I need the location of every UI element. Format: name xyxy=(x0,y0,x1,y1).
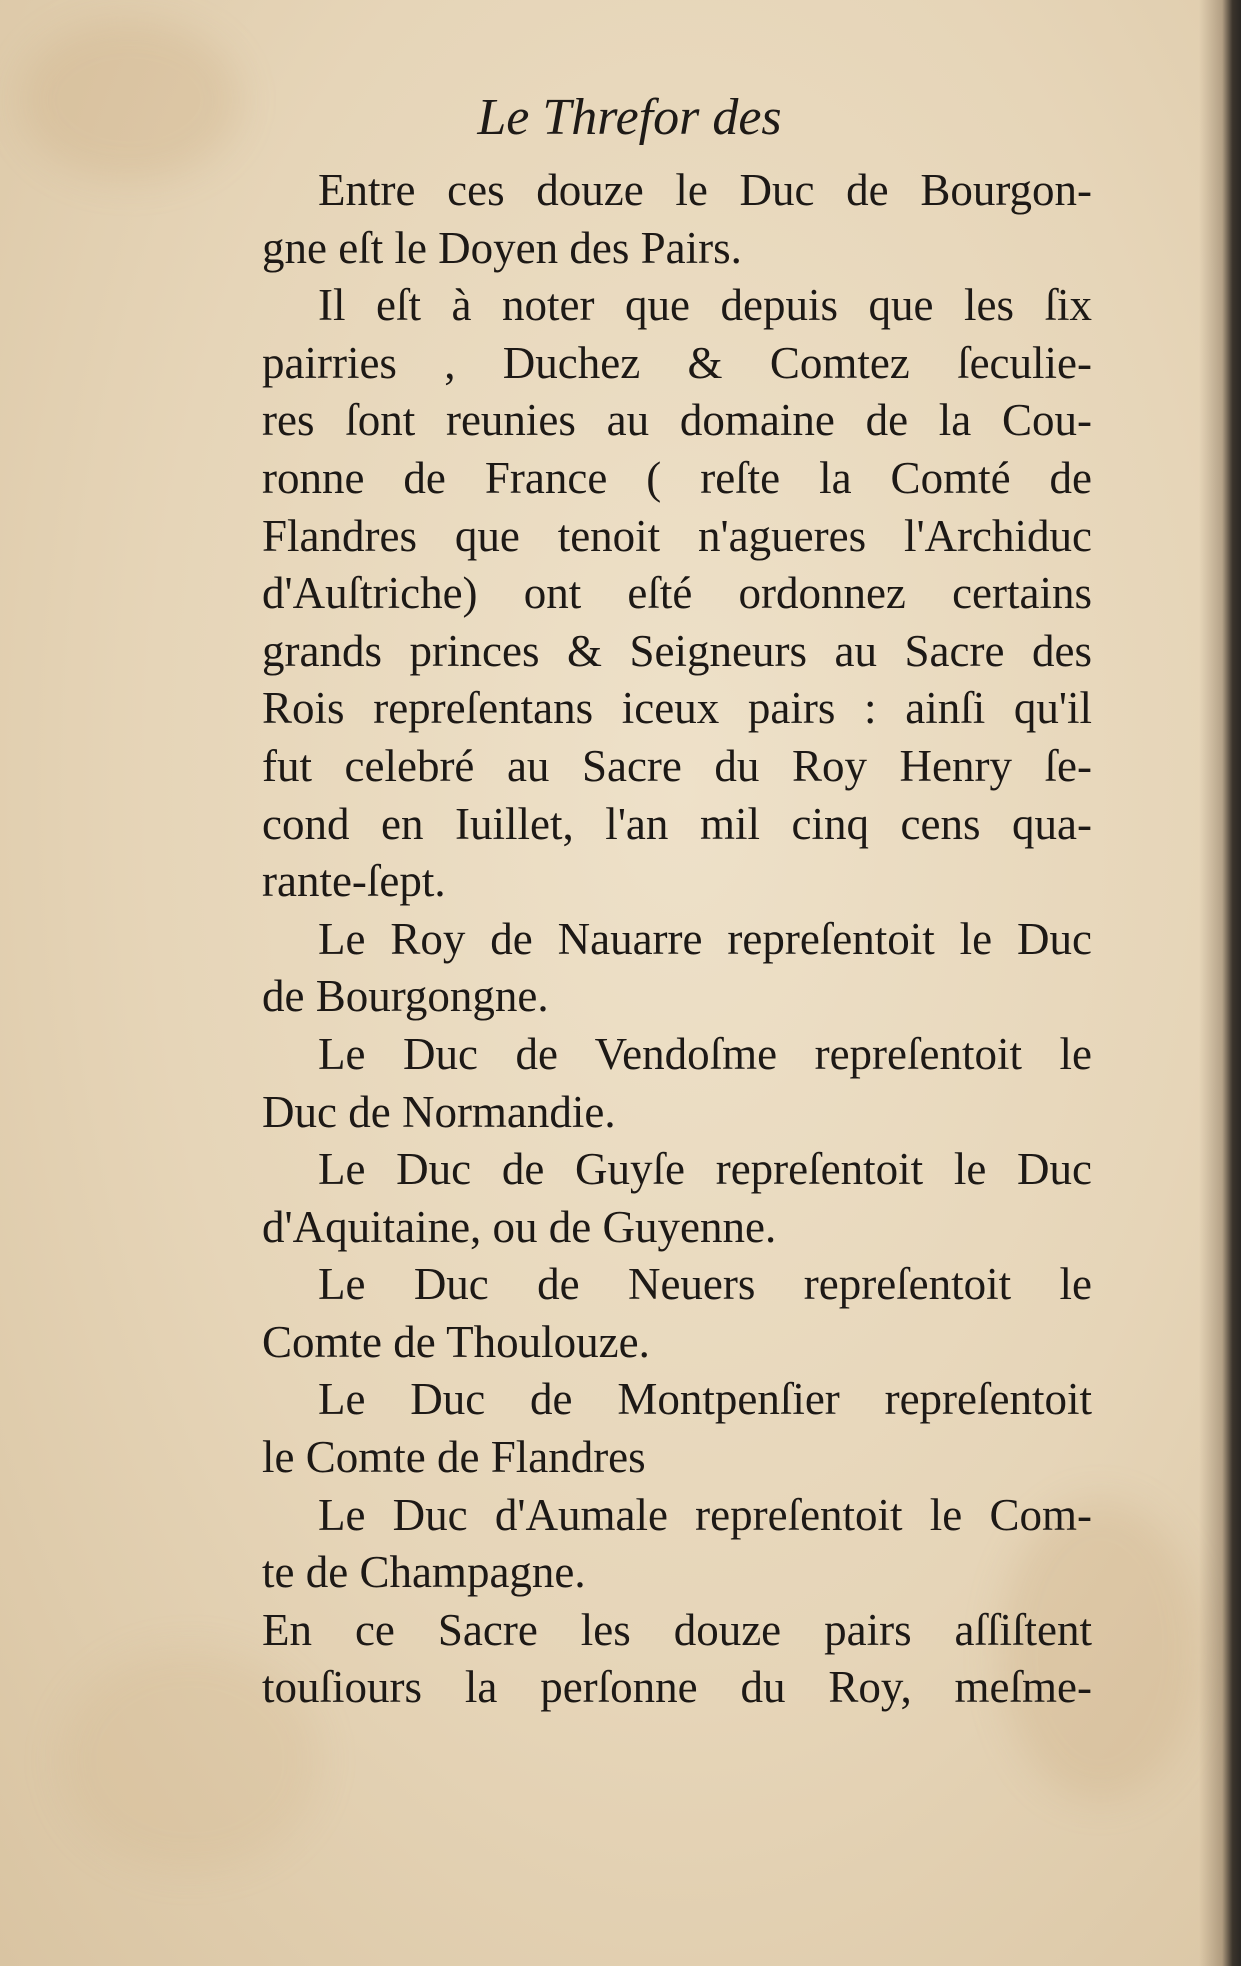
text-line: Rois repreſentans iceux pairs : ainſi qu'il xyxy=(262,683,1092,734)
text-line: ronne de France ( reſte la Comté de xyxy=(262,452,1092,503)
text-line: grands princes & Seigneurs au Sacre des xyxy=(262,625,1092,676)
text-line: pairries , Duchez & Comtez ſeculie- xyxy=(262,337,1092,388)
text-line: gne eſt le Doyen des Pairs. xyxy=(262,222,742,273)
text-line: Le Duc de Montpenſier repreſentoit xyxy=(318,1374,1092,1425)
text-line: Flandres que tenoit n'agueres l'Archiduc xyxy=(262,510,1092,561)
text-line: Le Duc de Vendoſme repreſentoit le xyxy=(318,1028,1092,1079)
text-line: d'Auſtriche) ont eſté ordonnez certains xyxy=(262,568,1092,619)
text-line: res ſont reunies au domaine de la Cou- xyxy=(262,395,1092,446)
page-gutter xyxy=(1199,0,1241,1966)
text-line: Le Duc de Neuers repreſentoit le xyxy=(318,1259,1092,1310)
text-line: de Bourgongne. xyxy=(262,971,549,1022)
text-line: cond en Iuillet, l'an mil cinq cens qua- xyxy=(262,798,1092,849)
text-line: Le Roy de Nauarre repreſentoit le Duc xyxy=(318,913,1092,964)
text-line: d'Aquitaine, ou de Guyenne. xyxy=(262,1201,777,1252)
text-line: Entre ces douze le Duc de Bourgon- xyxy=(318,165,1092,215)
text-line: Le Duc d'Aumale repreſentoit le Com- xyxy=(318,1489,1092,1540)
text-line: le Comte de Flandres xyxy=(262,1432,646,1483)
page-body xyxy=(262,162,1092,1717)
text-line: En ce Sacre les douze pairs aſſiſtent xyxy=(262,1604,1092,1655)
running-header: Le Threfor des xyxy=(477,89,782,146)
text-line: Il eſt à noter que depuis que les ſix xyxy=(318,280,1092,331)
text-line: rante-ſept. xyxy=(262,856,446,907)
text-line: fut celebré au Sacre du Roy Henry ſe- xyxy=(262,740,1092,791)
text-line: Comte de Thoulouze. xyxy=(262,1316,650,1367)
text-line: Le Duc de Guyſe repreſentoit le Duc xyxy=(318,1144,1092,1195)
text-line: touſiours la perſonne du Roy, meſme- xyxy=(262,1662,1092,1713)
text-line: te de Champagne. xyxy=(262,1547,586,1598)
text-line: Duc de Normandie. xyxy=(262,1086,616,1137)
